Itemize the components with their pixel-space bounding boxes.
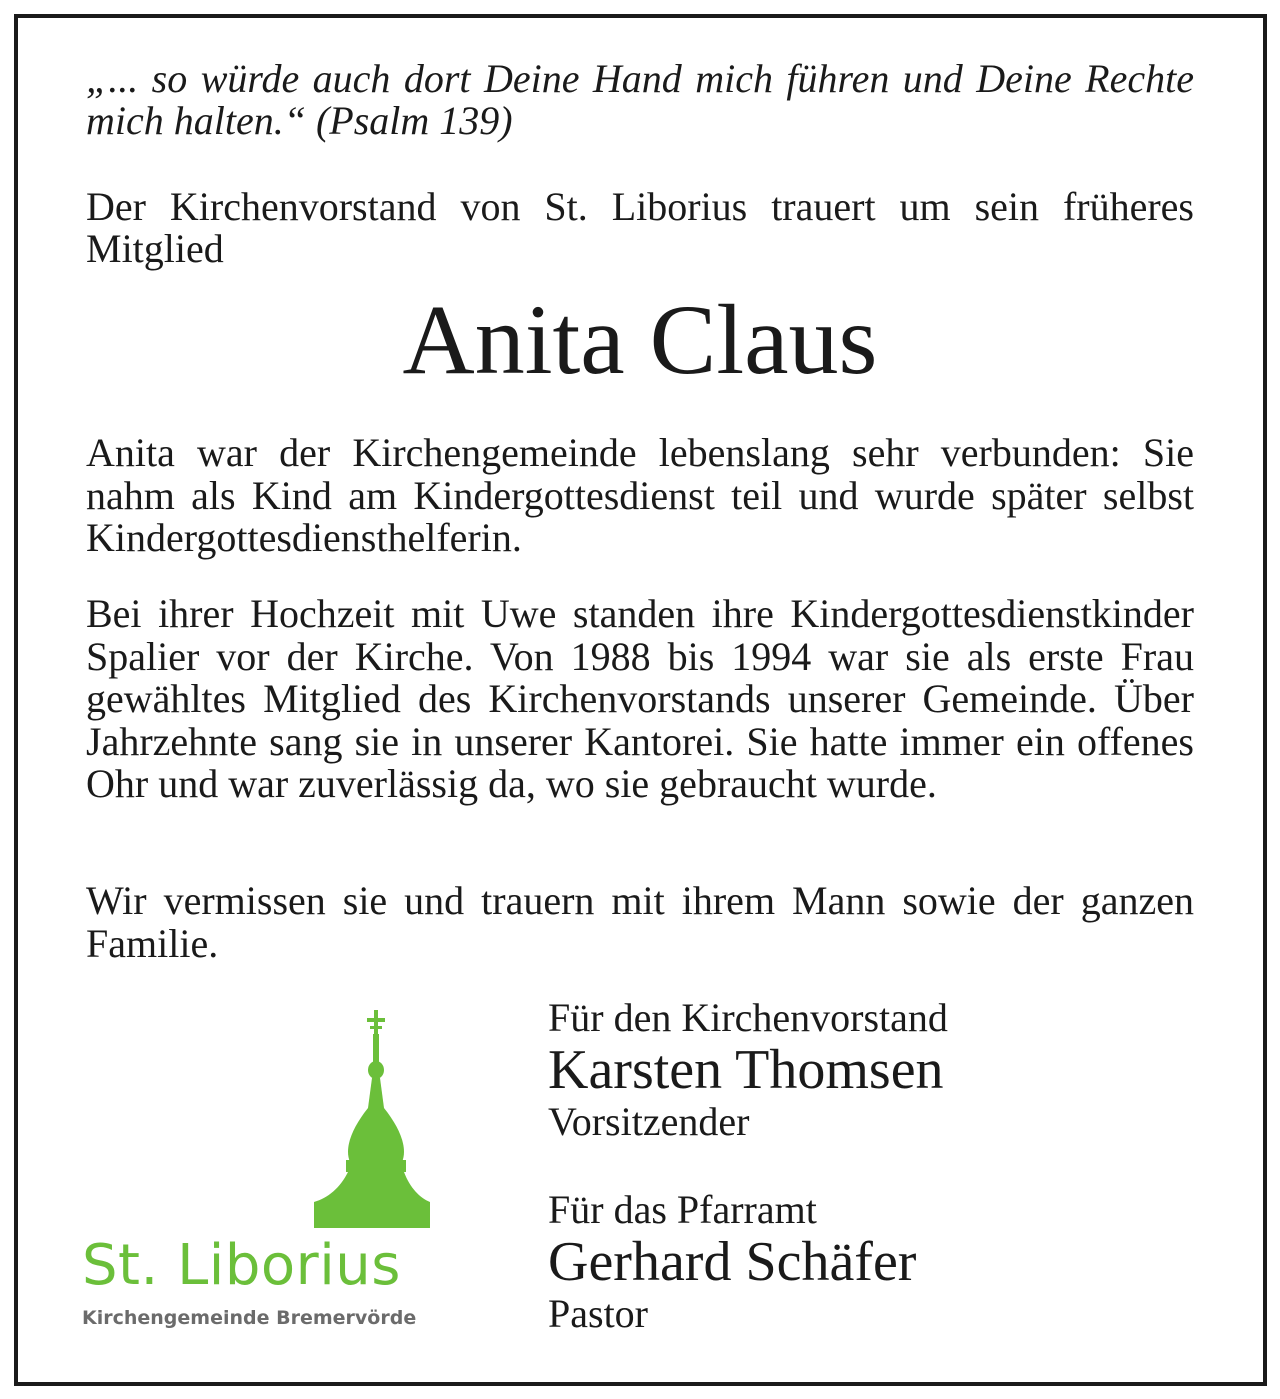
logo-subtitle: Kirchengemeinde Bremervörde [82,1307,417,1329]
intro-text: Der Kirchenvorstand von St. Liborius trauert um sein früheres Mitglied [86,184,1194,271]
paragraph-2: Bei ihrer Hochzeit mit Uwe standen ihre Kindergottesdienstkinder Spalier vor der Kirche. Von 1988 bis 1994 war sie als erste Frau gewähltes Mitglied des Kirchenvorstands unserer Gemeinde. Über Jahrzehnte sang sie in unserer Kantorei. Sie hatte immer ein offenes Ohr und war zuverlässig da, wo sie gebraucht wurde. [86,591,1194,806]
church-tower-icon [78,1008,438,1238]
signature-role: Pastor [548,1291,648,1336]
signature-name: Gerhard Schäfer [548,1231,917,1293]
signature-block-board [548,996,948,1144]
signature-label: Für den Kirchenvorstand [548,995,948,1040]
psalm-quote: „... so würde auch dort Deine Hand mich führen und Deine Rechte mich halten.“ (Psalm 139) [86,56,1194,143]
signature-block-parish [548,1188,916,1336]
paragraph-1: Anita war der Kirchengemeinde lebenslang sehr verbunden: Sie nahm als Kind am Kindergottesdienst teil und wurde später selbst Kindergottesdiensthelferin. [86,430,1194,560]
parish-logo [78,1008,438,1338]
paragraph-3: Wir vermissen sie und trauern mit ihrem Mann sowie der ganzen Familie. [86,878,1194,966]
deceased-name: Anita Claus [402,284,878,395]
signature-label: Für das Pfarramt [548,1187,817,1232]
signature-name: Karsten Thomsen [548,1039,944,1101]
logo-name: St. Liborius [82,1233,401,1298]
signature-role: Vorsitzender [548,1099,750,1144]
